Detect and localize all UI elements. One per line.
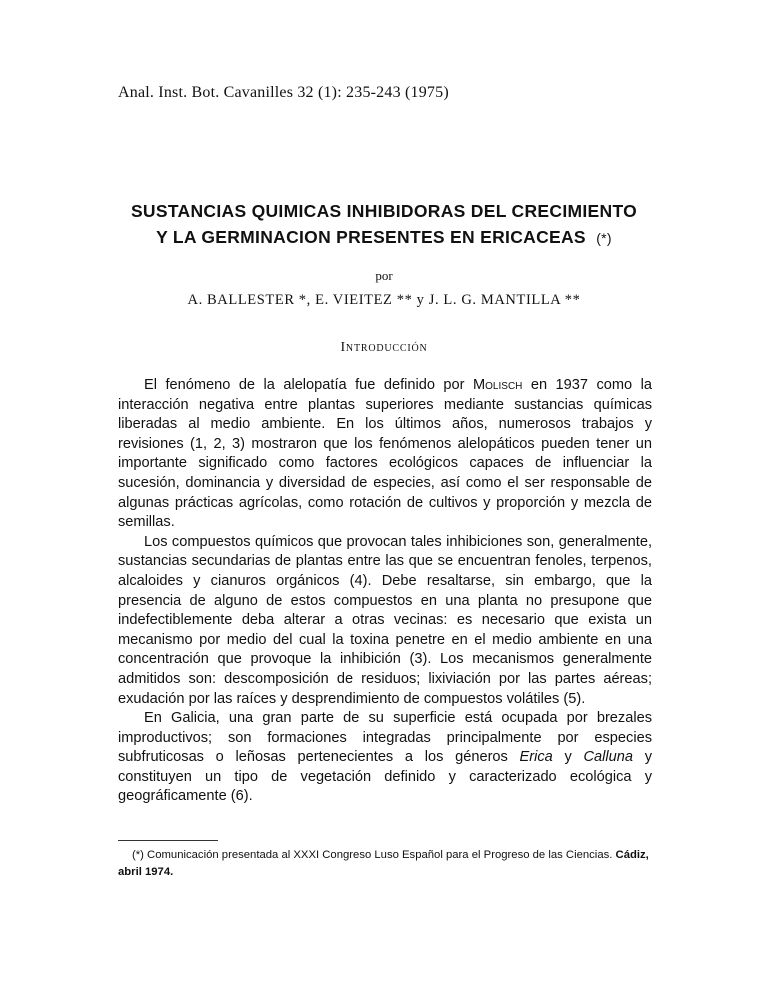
author-list: A. BALLESTER *, E. VIEITEZ ** y J. L. G. MANTILLA **: [187, 292, 581, 308]
byline-por: por: [375, 268, 393, 283]
title-line-1: SUSTANCIAS QUIMICAS INHIBIDORAS DEL CRECIMIENTO: [130, 201, 638, 221]
paragraph-3: [118, 709, 652, 807]
article-body: [118, 376, 652, 807]
paragraph-3-conjunction: y: [552, 749, 584, 766]
footnote-mark: (*): [132, 849, 144, 861]
footnote-text: Comunicación presentada al XXXI Congreso Luso Español para el Progreso de las Ciencias.: [143, 849, 616, 861]
cited-author-molisch: Molisch: [473, 377, 523, 393]
paragraph-1: [118, 376, 652, 533]
footnote-place-date: Cádiz, abril 1974.: [118, 849, 649, 878]
genus-erica: Erica: [519, 749, 553, 766]
title-footnote-mark: (*): [596, 230, 612, 246]
paragraph-3-start: En Galicia, una gran parte de su superficie está ocupada por brezales improductivos; son formaciones integradas principalmente por especies subfruticosas o leñosas pertenecientes a los géneros: [118, 710, 652, 766]
journal-citation: Anal. Inst. Bot. Cavanilles 32 (1): 235-243 (1975): [118, 84, 449, 101]
section-heading: Introducción: [340, 340, 428, 355]
footnote-divider: [118, 840, 218, 841]
paragraph-2: Los compuestos químicos que provocan tales inhibiciones son, generalmente, sustancias secundarias de plantas entre las que se encuentran fenoles, terpenos, alcaloides y cianuros orgánicos (4). Debe resaltarse, sin embargo, que la presencia de alguno de estos compuestos en una planta no presupone que indefectiblemente deba alterar a otras vecinas: es necesario que exista un mecanismo por medio del cual la toxina penetre en el medio ambiente en una concentración que provoque la inhibición (3). Los mecanismos generalmente admitidos son: descomposición de residuos; lixiviación por las partes aéreas; exudación por las raíces y desprendimiento de compuestos volátiles (5).: [118, 533, 652, 707]
title-line-2: [0, 224, 768, 251]
footnote: [118, 847, 652, 881]
article-title: [0, 198, 768, 251]
paragraph-1-end: en 1937 como la interacción negativa entre plantas superiores mediante sustancias químicas liberadas al medio ambiente. En los últimos años, numerosos trabajos y revisiones (1, 2, 3) mostraron que los fenómenos alelopáticos pueden tener un importante significado como factores ecológicos capaces de influenciar la sucesión, dominancia y diversidad de especies, así como el ser responsable de algunas prácticas agrícolas, como rotación de cultivos y proporción y mezcla de semillas.: [118, 377, 652, 531]
paragraph-3-end: y constituyen un tipo de vegetación definido y caracterizado ecológica y geográficamente (6).: [118, 749, 652, 805]
paragraph-1-start: El fenómeno de la alelopatía fue definido por: [144, 377, 473, 393]
title-line-2-text: Y LA GERMINACION PRESENTES EN ERICACEAS: [156, 227, 586, 247]
genus-calluna: Calluna: [583, 749, 633, 766]
